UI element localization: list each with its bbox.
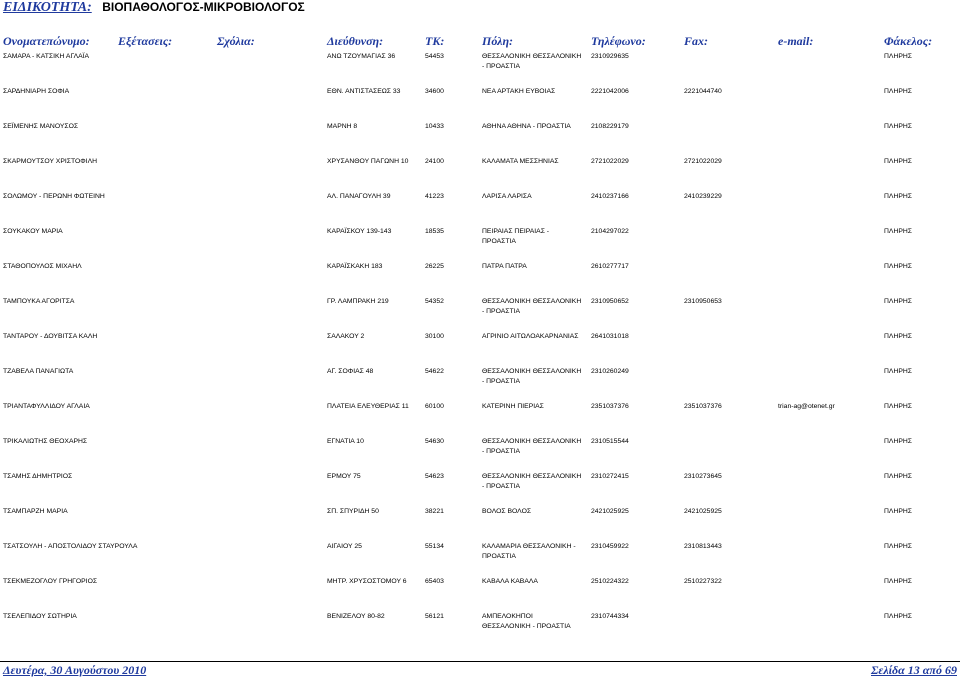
column-headers [0,34,960,50]
table-row [0,507,960,537]
row-folder: ΠΛΗΡΗΣ [884,613,913,620]
table-row [0,297,960,327]
table-row [0,612,960,642]
col-header-tk: ΤΚ: [425,34,445,48]
footer-date: Δευτέρα, 30 Αυγούστου 2010 [3,663,147,677]
col-header-fax: Fax: [684,34,708,48]
row-address: ΑΙΓΑΙΟΥ 25 [327,543,362,550]
row-city: ΘΕΣΣΑΛΟΝΙΚΗ ΘΕΣΣΑΛΟΝΙΚΗ - ΠΡΟΑΣΤΙΑ [482,368,582,385]
row-tk: 56121 [425,613,444,620]
row-name: ΣΕΪΜΕΝΗΣ ΜΑΝΟΥΣΟΣ [3,123,79,130]
table-row [0,332,960,362]
row-fax: 2221044740 [684,88,722,95]
table-row [0,472,960,502]
row-address: ΣΑΛΑΚΟΥ 2 [327,333,365,340]
row-fax: 2510227322 [684,578,722,585]
row-tk: 54623 [425,473,444,480]
row-city: ΘΕΣΣΑΛΟΝΙΚΗ ΘΕΣΣΑΛΟΝΙΚΗ - ΠΡΟΑΣΤΙΑ [482,298,582,315]
row-phone: 2310744334 [591,613,629,620]
row-fax: 2310273645 [684,473,722,480]
row-name: ΣΚΑΡΜΟΥΤΣΟΥ ΧΡΙΣΤΟΦΙΛΗ [3,158,98,165]
row-fax: 2351037376 [684,403,722,410]
row-name: ΤΣΕΛΕΠΙΔΟΥ ΣΩΤΗΡΙΑ [3,613,77,620]
row-city: ΚΑΛΑΜΑΤΑ ΜΕΣΣΗΝΙΑΣ [482,158,559,165]
row-phone: 2221042006 [591,88,629,95]
row-city: ΚΑΤΕΡΙΝΗ ΠΙΕΡΙΑΣ [482,403,544,410]
specialty-value: ΒΙΟΠΑΘΟΛΟΓΟΣ-ΜΙΚΡΟΒΙΟΛΟΓΟΣ [102,0,305,14]
row-tk: 41223 [425,193,444,200]
row-email[interactable]: trian-ag@otenet.gr [778,403,835,410]
row-phone: 2610277717 [591,263,629,270]
table-row [0,52,960,82]
table-row [0,122,960,152]
row-address: ΧΡΥΣΑΝΘΟΥ ΠΑΓΩΝΗ 10 [327,158,409,165]
row-address: ΑΓ. ΣΟΦΙΑΣ 48 [327,368,374,375]
row-fax: 2721022029 [684,158,722,165]
table-row [0,87,960,117]
row-tk: 54622 [425,368,444,375]
row-address: ΕΓΝΑΤΙΑ 10 [327,438,364,445]
row-tk: 38221 [425,508,444,515]
row-tk: 10433 [425,123,444,130]
row-phone: 2641031018 [591,333,629,340]
row-city: ΘΕΣΣΑΛΟΝΙΚΗ ΘΕΣΣΑΛΟΝΙΚΗ - ΠΡΟΑΣΤΙΑ [482,53,582,70]
col-header-comments: Σχόλια: [217,34,255,48]
page-footer [0,661,960,680]
row-name: ΣΟΛΩΜΟΥ - ΠΕΡΩΝΗ ΦΩΤΕΙΝΗ [3,193,105,200]
row-address: ΓΡ. ΛΑΜΠΡΑΚΗ 219 [327,298,389,305]
row-folder: ΠΛΗΡΗΣ [884,123,913,130]
col-header-exams: Εξέτασεις: [118,34,173,48]
row-tk: 55134 [425,543,444,550]
row-name: ΤΣΑΤΣΟΥΛΗ - ΑΠΟΣΤΟΛΙΔΟΥ ΣΤΑΥΡΟΥΛΑ [3,543,138,550]
row-phone: 2410237166 [591,193,629,200]
col-header-city: Πόλη: [482,34,514,48]
row-phone: 2104297022 [591,228,629,235]
row-phone: 2310929635 [591,53,629,60]
row-folder: ΠΛΗΡΗΣ [884,368,913,375]
col-header-address: Διεύθυνση: [327,34,384,48]
row-folder: ΠΛΗΡΗΣ [884,543,913,550]
row-name: ΣΑΜΑΡΑ - ΚΑΤΣΙΚΗ ΑΓΛΑΪΑ [3,53,90,60]
row-folder: ΠΛΗΡΗΣ [884,473,913,480]
row-folder: ΠΛΗΡΗΣ [884,263,913,270]
row-city: ΘΕΣΣΑΛΟΝΙΚΗ ΘΕΣΣΑΛΟΝΙΚΗ - ΠΡΟΑΣΤΙΑ [482,438,582,455]
row-fax: 2421025925 [684,508,722,515]
row-address: ΚΑΡΑΪΣΚΟΥ 139-143 [327,228,392,235]
row-fax: 2410239229 [684,193,722,200]
row-address: ΣΠ. ΣΠΥΡΙΔΗ 50 [327,508,379,515]
row-phone: 2510224322 [591,578,629,585]
row-tk: 65403 [425,578,444,585]
specialty-header [3,0,305,18]
footer-page-number: Σελίδα 13 από 69 [871,663,957,677]
row-folder: ΠΛΗΡΗΣ [884,158,913,165]
table-row [0,577,960,607]
col-header-phone: Τηλέφωνο: [591,34,646,48]
table-row [0,192,960,222]
row-address: ΕΡΜΟΥ 75 [327,473,361,480]
row-tk: 34600 [425,88,444,95]
row-fax: 2310950653 [684,298,722,305]
row-phone: 2108229179 [591,123,629,130]
row-address: ΕΘΝ. ΑΝΤΙΣΤΑΣΕΩΣ 33 [327,88,401,95]
row-address: ΚΑΡΑΪΣΚΑΚΗ 183 [327,263,383,270]
row-phone: 2351037376 [591,403,629,410]
row-tk: 30100 [425,333,444,340]
table-row [0,437,960,467]
row-folder: ΠΛΗΡΗΣ [884,403,913,410]
row-address: ΑΝΩ ΤΖΟΥΜΑΓΙΑΣ 36 [327,53,396,60]
row-address: ΠΛΑΤΕΙΑ ΕΛΕΥΘΕΡΙΑΣ 11 [327,403,409,410]
row-city: ΠΕΙΡΑΙΑΣ ΠΕΙΡΑΙΑΣ - ΠΡΟΑΣΤΙΑ [482,228,550,245]
table-row [0,262,960,292]
row-folder: ΠΛΗΡΗΣ [884,438,913,445]
row-tk: 60100 [425,403,444,410]
row-phone: 2310950652 [591,298,629,305]
row-city: ΛΑΡΙΣΑ ΛΑΡΙΣΑ [482,193,532,200]
row-name: ΤΣΕΚΜΕΖΟΓΛΟΥ ΓΡΗΓΟΡΙΟΣ [3,578,98,585]
row-city: ΑΘΗΝΑ ΑΘΗΝΑ - ΠΡΟΑΣΤΙΑ [482,123,571,130]
row-phone: 2721022029 [591,158,629,165]
row-name: ΤΑΜΠΟΥΚΑ ΑΓΟΡΙΤΣΑ [3,298,75,305]
row-folder: ΠΛΗΡΗΣ [884,53,913,60]
row-name: ΣΟΥΚΑΚΟΥ ΜΑΡΙΑ [3,228,63,235]
table-row [0,542,960,572]
row-name: ΤΑΝΤΑΡΟΥ - ΔΟΥΒΙΤΣΑ ΚΑΛΗ [3,333,98,340]
col-header-email: e-mail: [778,34,814,48]
row-city: ΚΑΛΑΜΑΡΙΑ ΘΕΣΣΑΛΟΝΙΚΗ - ΠΡΟΑΣΤΙΑ [482,543,576,560]
specialty-label: ΕΙΔΙΚΟΤΗΤΑ: [3,0,92,15]
row-name: ΣΤΑΘΟΠΟΥΛΟΣ ΜΙΧΑΗΛ [3,263,82,270]
row-tk: 54453 [425,53,444,60]
row-address: ΜΗΤΡ. ΧΡΥΣΟΣΤΟΜΟΥ 6 [327,578,407,585]
row-name: ΤΣΑΜΠΑΡΖΗ ΜΑΡΙΑ [3,508,68,515]
row-address: ΜΑΡΝΗ 8 [327,123,358,130]
col-header-name: Ονοματεπώνυμο: [3,34,90,48]
row-phone: 2310515544 [591,438,629,445]
row-name: ΤΡΙΑΝΤΑΦΥΛΛΙΔΟΥ ΑΓΛΑΙΑ [3,403,90,410]
row-folder: ΠΛΗΡΗΣ [884,193,913,200]
row-tk: 18535 [425,228,444,235]
row-folder: ΠΛΗΡΗΣ [884,508,913,515]
row-fax: 2310813443 [684,543,722,550]
row-city: ΘΕΣΣΑΛΟΝΙΚΗ ΘΕΣΣΑΛΟΝΙΚΗ - ΠΡΟΑΣΤΙΑ [482,473,582,490]
table-row [0,157,960,187]
row-tk: 54630 [425,438,444,445]
row-phone: 2310459922 [591,543,629,550]
row-tk: 26225 [425,263,444,270]
row-name: ΣΑΡΔΗΝΙΑΡΗ ΣΟΦΙΑ [3,88,70,95]
row-phone: 2310260249 [591,368,629,375]
row-tk: 24100 [425,158,444,165]
row-address: ΑΛ. ΠΑΝΑΓΟΥΛΗ 39 [327,193,391,200]
table-row [0,402,960,432]
row-city: ΒΟΛΟΣ ΒΟΛΟΣ [482,508,532,515]
row-phone: 2310272415 [591,473,629,480]
row-city: ΑΜΠΕΛΟΚΗΠΟΙ ΘΕΣΣΑΛΟΝΙΚΗ - ΠΡΟΑΣΤΙΑ [482,613,571,630]
row-folder: ΠΛΗΡΗΣ [884,228,913,235]
row-phone: 2421025925 [591,508,629,515]
col-header-folder: Φάκελος: [884,34,933,48]
row-city: ΑΓΡΙΝΙΟ ΑΙΤΩΛΟΑΚΑΡΝΑΝΙΑΣ [482,333,579,340]
row-tk: 54352 [425,298,444,305]
row-city: ΝΕΑ ΑΡΤΑΚΗ ΕΥΒΟΙΑΣ [482,88,556,95]
table-row [0,367,960,397]
row-address: ΒΕΝΙΖΕΛΟΥ 80-82 [327,613,385,620]
row-folder: ΠΛΗΡΗΣ [884,298,913,305]
row-city: ΚΑΒΑΛΑ ΚΑΒΑΛΑ [482,578,538,585]
row-name: ΤΖΑΒΕΛΑ ΠΑΝΑΓΙΩΤΑ [3,368,74,375]
row-name: ΤΡΙΚΑΛΙΩΤΗΣ ΘΕΟΧΑΡΗΣ [3,438,88,445]
row-city: ΠΑΤΡΑ ΠΑΤΡΑ [482,263,527,270]
table-row [0,227,960,257]
row-folder: ΠΛΗΡΗΣ [884,88,913,95]
row-folder: ΠΛΗΡΗΣ [884,333,913,340]
row-folder: ΠΛΗΡΗΣ [884,578,913,585]
row-name: ΤΣΑΜΗΣ ΔΗΜΗΤΡΙΟΣ [3,473,73,480]
